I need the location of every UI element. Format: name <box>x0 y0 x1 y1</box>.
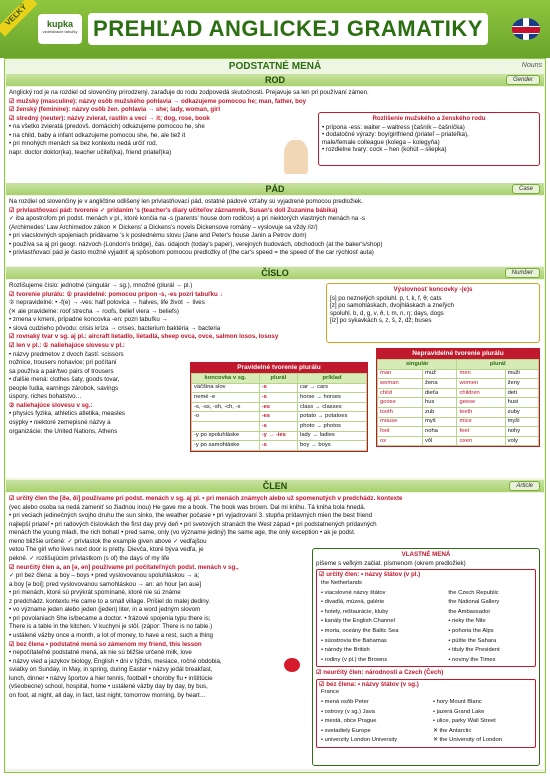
table-cell: nohy <box>505 427 538 437</box>
clen-line: • ustálené väzby once a month, a lot of money, to have a rest, such a thing <box>9 632 213 639</box>
no-article-examples <box>319 688 533 746</box>
cislo-line: ② naliehajúce slovesu v sg.: <box>9 401 93 409</box>
pronunciation-line: [z] po samohláskach, dvojhláskach a zneľých <box>330 302 454 310</box>
pad-line: ✓ iba apostrofom pri podst. menách v pl., ktoré končia na -s (parents' house dom rodičov) a pri niektorých vlastných menách na -s <box>9 215 366 223</box>
cislo-line: (✕ ale pravidelne: roof strecha → roofs, belief viera → beliefs) <box>9 307 179 315</box>
table-header-cell: plurál <box>457 360 539 370</box>
pronunciation-box-title: Výslovnosť koncovky -(e)s <box>393 286 473 293</box>
table-cell: muž <box>423 369 457 379</box>
table-cell: class → classes <box>298 402 367 412</box>
table-cell: dieťa <box>423 388 457 398</box>
table-cell: • ulice, parky Wall Street <box>433 718 496 725</box>
table-cell: man <box>378 369 423 379</box>
table-cell: mouse <box>378 417 423 427</box>
table-cell: mice <box>457 417 505 427</box>
table-row <box>319 698 533 708</box>
table-cell: • jazerá Grand Lake <box>433 708 485 715</box>
pronunciation-line: [iz] po sykavkách s, z, š, ž, dž; buses <box>330 317 432 325</box>
table-cell: • súostrovia the Bahamas <box>321 637 387 644</box>
pronunciation-line: [s] po neznelých spoluhl. p, t, k, f, θ; cats <box>330 294 442 302</box>
definite-examples <box>319 579 533 665</box>
table-row <box>319 688 533 698</box>
definite-label: ☑ určitý člen: • názvy štátov (v pl.) <box>319 571 421 579</box>
table-row <box>378 398 539 408</box>
table-cell: horse → horses <box>298 393 367 403</box>
table-row <box>319 607 533 617</box>
table-row <box>319 736 533 746</box>
table-cell: foot <box>378 427 423 437</box>
table-row <box>319 598 533 608</box>
table-row <box>192 402 367 412</box>
table-cell: • ostrovy (v sg.) Java <box>321 708 375 715</box>
table-cell: men <box>457 369 505 379</box>
table-cell: zub <box>423 407 457 417</box>
section-cislo-title: ČÍSLO <box>261 268 289 278</box>
pad-line: Na rozdiel od slovenčiny je v angličtine odlišený len privlastňovací pád, ostatné pádové vzťahy sú vyjadrené pomocou predložiek. <box>9 198 363 205</box>
clen-line: on foot, at night, all day, in fact, last night, tomorrow morning, by heart… <box>9 691 206 699</box>
table-cell: väčšina slov <box>192 383 260 393</box>
part-tag: Nouns <box>521 62 542 69</box>
table-row <box>378 427 539 437</box>
pad-line: ☑ privlastňovací pád: tvorenie ✓ pridaním 's (teacher's diary učiteľov záznamník, Susan's doll Zuzanina bábika) <box>9 206 338 214</box>
cislo-line: • physics fyzika, athletics atletika, measles <box>9 410 125 418</box>
table-cell: photo → photos <box>298 421 367 431</box>
table-cell: child <box>378 388 423 398</box>
table-cell: vôl <box>423 436 457 446</box>
clen-line: sviatky on Sunday, in May, in spring, during Easter • názvy jedál breakfast, <box>9 666 213 674</box>
table-cell: tooth <box>378 407 423 417</box>
table-cell: the Ambassador <box>448 608 491 615</box>
proper-nouns-box <box>312 548 540 766</box>
table-cell: • rodiny (v pl.) the Browns <box>321 656 388 663</box>
table-row <box>319 636 533 646</box>
cislo-line: nožnice, trousers nohavice; pri počítaní <box>9 359 117 367</box>
proper-nouns-title: VLASTNÉ MENÁ <box>401 551 451 558</box>
table-row <box>192 412 367 422</box>
section-clen-tag: Article <box>509 481 540 491</box>
table-cell: žena <box>423 379 457 389</box>
table-row <box>319 717 533 727</box>
table-header-cell: príklad <box>298 374 367 384</box>
table-row <box>319 646 533 656</box>
rod-line: • na všetko zvieratá (predovš. domácich) odkazujeme pomocou he, she <box>9 123 205 131</box>
rod-line: Anglický rod je na rozdiel od slovenčiny prirodzený, zarađuje do rodu zodpovedá skutočnosti. Prejavuje sa len pri používaní zámen. <box>9 89 369 96</box>
table-cell: -s <box>259 393 297 403</box>
table-cell: • mestá, obce Prague <box>321 718 377 725</box>
cislo-line: • názvy predmetov z dvoch častí: scissors <box>9 350 124 358</box>
table-header-row <box>192 374 367 384</box>
section-cislo-header <box>6 267 544 279</box>
definite-article-group <box>316 569 536 667</box>
clen-line: najlepší priateľ • pri radových číslovkách the first day prvý deň • pri svetových stranách the West západ • pri podstatnených prídavných <box>9 520 377 528</box>
regular-plural-table <box>190 362 368 452</box>
table-cell: • hotely, reštaurácie, kluby <box>321 608 389 615</box>
regular-table-grid <box>191 373 367 451</box>
cislo-line: organizácie: the United Nations, Athens <box>9 427 118 435</box>
section-clen-title: ČLEN <box>262 481 288 491</box>
clen-line: ☑ bez člena • podstatné mená so zámenom my friend, this lesson <box>9 640 202 648</box>
clen-line: meno bližšie určené: ✓ prívlastok the example given above ✓ vedľajšou <box>9 537 207 545</box>
table-cell: • pohoria the Alps <box>448 627 494 634</box>
table-row <box>378 369 539 379</box>
rod-line: ☑ ženský (feminine): názvy osôb žen. pohlavia → she; lady, woman, girl <box>9 106 221 114</box>
irregular-table-grid <box>377 359 539 446</box>
table-cell: the National Gallery <box>448 599 500 606</box>
irregular-plural-table <box>376 348 540 447</box>
gender-box-title: Rozlišenie mužského a ženského rodu <box>372 115 486 122</box>
pad-line: • pri viacslovných spojeniach pridávame 's k poslednému slovu (Jane and Peter's house Janin a Petrov dom) <box>9 232 307 240</box>
part-title: PODSTATNÉ MENÁ <box>228 61 322 72</box>
table-row <box>319 617 533 627</box>
table-cell: geese <box>457 398 505 408</box>
table-cell: -es <box>259 412 297 422</box>
uk-flag-icon <box>512 18 540 40</box>
table-row <box>319 655 533 665</box>
regular-table-title: Pravidelné tvorenie plurálu <box>191 363 367 373</box>
table-cell: • rieky the Nile <box>448 618 486 625</box>
table-cell: teeth <box>457 407 505 417</box>
clen-line: • pri veciach jedinečných svojho druhu the sun slnko, the weather počasie • pri vyjadrovaní 3. stupňa prídavných mien the best friend <box>9 512 373 520</box>
doctor-illustration-icon <box>284 140 308 174</box>
proper-nouns-intro: píšeme s veľkým začiat. písmenom (okrem predložiek) <box>316 559 466 567</box>
clen-line: vetou The girl who lives next door is pretty. Dievča, ktoré býva vedľa, je <box>9 546 204 554</box>
table-cell: • tituly the President <box>448 647 500 654</box>
table-cell: children <box>457 388 505 398</box>
table-cell: • kanály the English Channel <box>321 618 395 625</box>
pad-block <box>6 196 544 266</box>
cislo-line: ☑ len v pl.: ① naliehajúce slovesu v pl.: <box>9 341 125 349</box>
table-cell: -s <box>259 383 297 393</box>
table-cell: myši <box>505 417 538 427</box>
table-row <box>378 379 539 389</box>
section-rod-tag: Gender <box>506 75 540 85</box>
rod-line: • pri mnohých menách sa bez kontextu nedá určiť rod, <box>9 140 158 148</box>
table-row <box>192 421 367 431</box>
table-header-row <box>378 360 539 370</box>
cislo-line: ② nepravidelné: • -f(e) → -ves: half polovica → halves, life život → lives <box>9 299 205 307</box>
gender-box-line: • rozdielne tvary: cock – hen (kohút – sliepka) <box>322 146 447 154</box>
table-cell: France <box>321 689 340 696</box>
table-row <box>319 588 533 598</box>
clen-line: (všeobecne) school, hospital, home • ustálené väzby day by day, by bus, <box>9 683 208 691</box>
section-cislo-tag: Number <box>505 268 540 278</box>
table-cell: ✕ the University of London <box>433 737 502 744</box>
table-row <box>319 707 533 717</box>
table-row <box>192 393 367 403</box>
rod-line: ☑ stredný (neuter): názvy zvierat, rastlín a vecí → it; dog, rose, book <box>9 114 210 122</box>
cislo-line: sa používa a pair/two pairs of trousers <box>9 367 114 375</box>
table-cell: hus <box>423 398 457 408</box>
clen-line: pekné. ✓ rozlišujúcim prívlastkom (s of) the days of my life <box>9 554 170 562</box>
clen-line: • nepočítateľné podstatné mená, ak nie sú bližšie určené milk, love <box>9 649 192 657</box>
no-article-group <box>316 679 536 748</box>
clen-line: menách the young mladí, the rich bohatí • pred same, only (vo význame jediný) the same age, the only exception • ak je podst. <box>9 529 356 537</box>
table-cell <box>431 688 533 698</box>
table-cell: -es <box>259 402 297 412</box>
section-rod-title: ROD <box>265 75 285 85</box>
table-cell: ženy <box>505 379 538 389</box>
cislo-line: • ďalšie mená: clothes šaty, goods tovar, <box>9 376 120 384</box>
table-row <box>378 407 539 417</box>
heart-icon <box>284 658 300 672</box>
table-cell: -y → -ies <box>259 431 297 441</box>
logo-text: kupka <box>46 19 73 29</box>
table-cell: -s <box>259 441 297 451</box>
table-cell: boy → boys <box>298 441 367 451</box>
pad-line: • privlastňovací pád je často možné vyjadriť aj spôsobom pomocou predložky of (the car's speed = the speed of the car rýchlosť auta) <box>9 249 374 257</box>
rod-line: napr. doctor doktor(ka), teacher učiteľ(ka), friend priateľ(ka) <box>9 148 172 156</box>
table-cell: • divadlá, múzeá, galérie <box>321 599 385 606</box>
table-cell: feet <box>457 427 505 437</box>
clen-line: ☑ neurčitý člen a, an [ə, ən] používame pri počítateľných podst. menách v sg., <box>9 563 239 571</box>
table-row <box>378 388 539 398</box>
ribbon-badge: VEĽKÝ <box>0 0 38 37</box>
section-clen-header <box>6 480 544 492</box>
table-row <box>319 727 533 737</box>
table-cell: -o <box>192 412 260 422</box>
irregular-table-title: Nepravidelné tvorenie plurálu <box>377 349 539 359</box>
table-cell: noha <box>423 427 457 437</box>
table-cell: nemé -e <box>192 393 260 403</box>
table-header-cell: plurál <box>259 374 297 384</box>
table-cell: muži <box>505 369 538 379</box>
indefinite-label: ☑ neurčitý člen: národnosti a Czech (Čech) <box>316 669 444 677</box>
table-cell <box>192 421 260 431</box>
gender-box-line: • prípona -ess: waiter – waitress (čašník – čašníčka) <box>322 123 465 131</box>
publisher-logo <box>38 14 82 44</box>
table-cell: car → cars <box>298 383 367 393</box>
table-cell: zuby <box>505 407 538 417</box>
table-cell <box>446 579 533 589</box>
table-cell: the Netherlands <box>321 579 362 586</box>
table-cell: goose <box>378 398 423 408</box>
table-cell: women <box>457 379 505 389</box>
table-cell: voly <box>505 436 538 446</box>
table-cell: • viacslovné názvy štátov <box>321 589 386 596</box>
table-cell: • národy the British <box>321 647 370 654</box>
table-cell: ox <box>378 436 423 446</box>
cislo-line: osýpky • niektoré zemepisné názvy a <box>9 419 111 426</box>
table-row <box>192 383 367 393</box>
pronunciation-box <box>326 283 540 343</box>
table-cell: • noviny the Times <box>448 656 496 663</box>
no-article-label: ☑ bez člena: • názvy štátov (v sg.) <box>319 680 419 688</box>
clen-line: There is a table in the kitchen. V kuchyni je stôl. (zápor: There is no table.) <box>9 623 213 631</box>
cislo-line: people ľudia, earnings zárobok, savings <box>9 384 119 392</box>
table-row <box>192 431 367 441</box>
table-row <box>192 441 367 451</box>
header-banner <box>0 0 550 58</box>
cislo-line: ☑ tvorenie plurálu: ① pravidelné: pomocou prípon -s, -es pozri tabuľku ↓ <box>9 290 223 298</box>
table-cell: the Czech Republic <box>448 589 499 596</box>
rod-line: ☑ mužský (masculine): názvy osôb mužského pohlavia → odkazujeme pomocou he; man, father, boy <box>9 97 307 105</box>
section-pad-title: PÁD <box>265 184 285 194</box>
table-row <box>319 627 533 637</box>
table-cell: deti <box>505 388 538 398</box>
clen-line: ☑ určitý člen the [ðə, ði] používame pri podst. menách v sg. aj pl. • pri menách známych alebo už spomenutých v predchádz. kontexte <box>9 495 403 502</box>
table-cell: potato → potatoes <box>298 412 367 422</box>
clen-line: • vo význame jeden alebo jeden (jeden) liter, in a word jedným slovom <box>9 606 201 614</box>
clen-line: • pri menách, ktoré sú prvýkrát spomínané, ktoré nie sú známe <box>9 589 181 597</box>
page-title: PREHĽAD ANGLICKEJ GRAMATIKY <box>88 13 488 45</box>
table-cell: • univerzity London University <box>321 737 398 744</box>
pad-line: (Archimedes' Law Archimedov zákon ✕ Dickens' a Dickens's novels Dickensove romány – vyslovuje sa vždy /iz/) <box>9 223 318 231</box>
table-cell: • svetadiely Europe <box>321 727 371 734</box>
section-rod-header <box>6 74 544 86</box>
table-cell: husi <box>505 398 538 408</box>
clen-line: • názvy vied a jazykov biology, English • dni v týždni, mesiace, ročné obdobia, <box>9 657 222 665</box>
cislo-line: • zmena v kmeni, prípadne koncovka -en: pozri tabuľku → <box>9 316 168 324</box>
clen-line: ✓ pri bez člena: a boy – boys • pred vyslovovanou spoluhláskou → a; <box>9 572 200 580</box>
table-cell: • púšte the Sahara <box>448 637 497 644</box>
gender-distinction-box <box>318 112 540 166</box>
table-row <box>378 436 539 446</box>
cislo-line: ☑ rovnaký tvar v sg. aj pl.: aircraft lietadlo, lietadlá, sheep ovca, ovce, salmon losos, lososy <box>9 333 279 341</box>
cislo-line: Rozlišujeme číslo: jednotné (singulár → sg.), množné (plurál → pl.) <box>9 282 193 289</box>
table-cell: ✕ the Antarctic <box>433 727 472 734</box>
table-cell: -s, -ss, -sh, -ch, -x <box>192 402 260 412</box>
logo-subtext: vzdelávacie tabuľky <box>42 28 78 34</box>
clen-line: • pri povolaniach She is/became a doctor. • frázové spojenia typu there is; <box>9 614 211 622</box>
table-row <box>319 579 533 589</box>
table-cell: myš <box>423 417 457 427</box>
table-cell: -s <box>259 421 297 431</box>
rod-line: • na child, baby a infant odkazujeme pomocou she, he, ale tiež it <box>9 131 186 139</box>
cislo-line: úspory, riches bohatstvo… <box>9 393 82 401</box>
table-header-cell: koncovka v sg. <box>192 374 260 384</box>
table-cell: • hory Mount Blanc <box>433 699 482 706</box>
section-pad-header <box>6 183 544 195</box>
pronunciation-line: spoluhl. b, d, g, v, ð, l, m, n, ŋ; days, dogs <box>330 309 444 317</box>
gender-box-line: male/female colleague (kolega – kolegyňa) <box>322 138 440 146</box>
clen-line: lunch, dinner • názvy športov a hier tennis, football • choroby flu • inštitúcie <box>9 674 213 682</box>
table-cell: oxen <box>457 436 505 446</box>
table-row <box>378 417 539 427</box>
clen-line: a boy [ə boi]; pred vyslovovanou samohláskou → an: an hour [ən auə] <box>9 580 201 588</box>
clen-line: (vec alebo osoba sa nedá zameniť so žiadnou inou) He gave me a book. The book was brown. Dal mi knihu. Tá kniha bola hnedá. <box>9 503 366 511</box>
gender-box-line: • dodatočné výrazy: boy/girlfriend (priateľ – priateľka), <box>322 131 469 139</box>
table-cell: -y po spoluhláske <box>192 431 260 441</box>
pad-line: • používa sa aj pri geogr. názvoch (London's bridge), čas. údajoch (today's paper), verejných budovách, obchodoch (at the baker's/shop) <box>9 240 383 248</box>
cislo-line: • slová cudzieho pôvodu: crisis kríza → crises, bacterium baktéria → bacteria <box>9 324 221 332</box>
table-cell: woman <box>378 379 423 389</box>
table-cell: • mená osôb Peter <box>321 699 369 706</box>
clen-line: z predchádz. kontextu He came to a small village. Prišiel do malej dediny. <box>9 597 211 605</box>
section-pad-tag: Case <box>512 184 540 194</box>
table-cell: lady → ladies <box>298 431 367 441</box>
table-cell: -y po samohláske <box>192 441 260 451</box>
table-header-cell: singulár <box>378 360 457 370</box>
table-cell: • moria, oceány the Baltic Sea <box>321 627 399 634</box>
